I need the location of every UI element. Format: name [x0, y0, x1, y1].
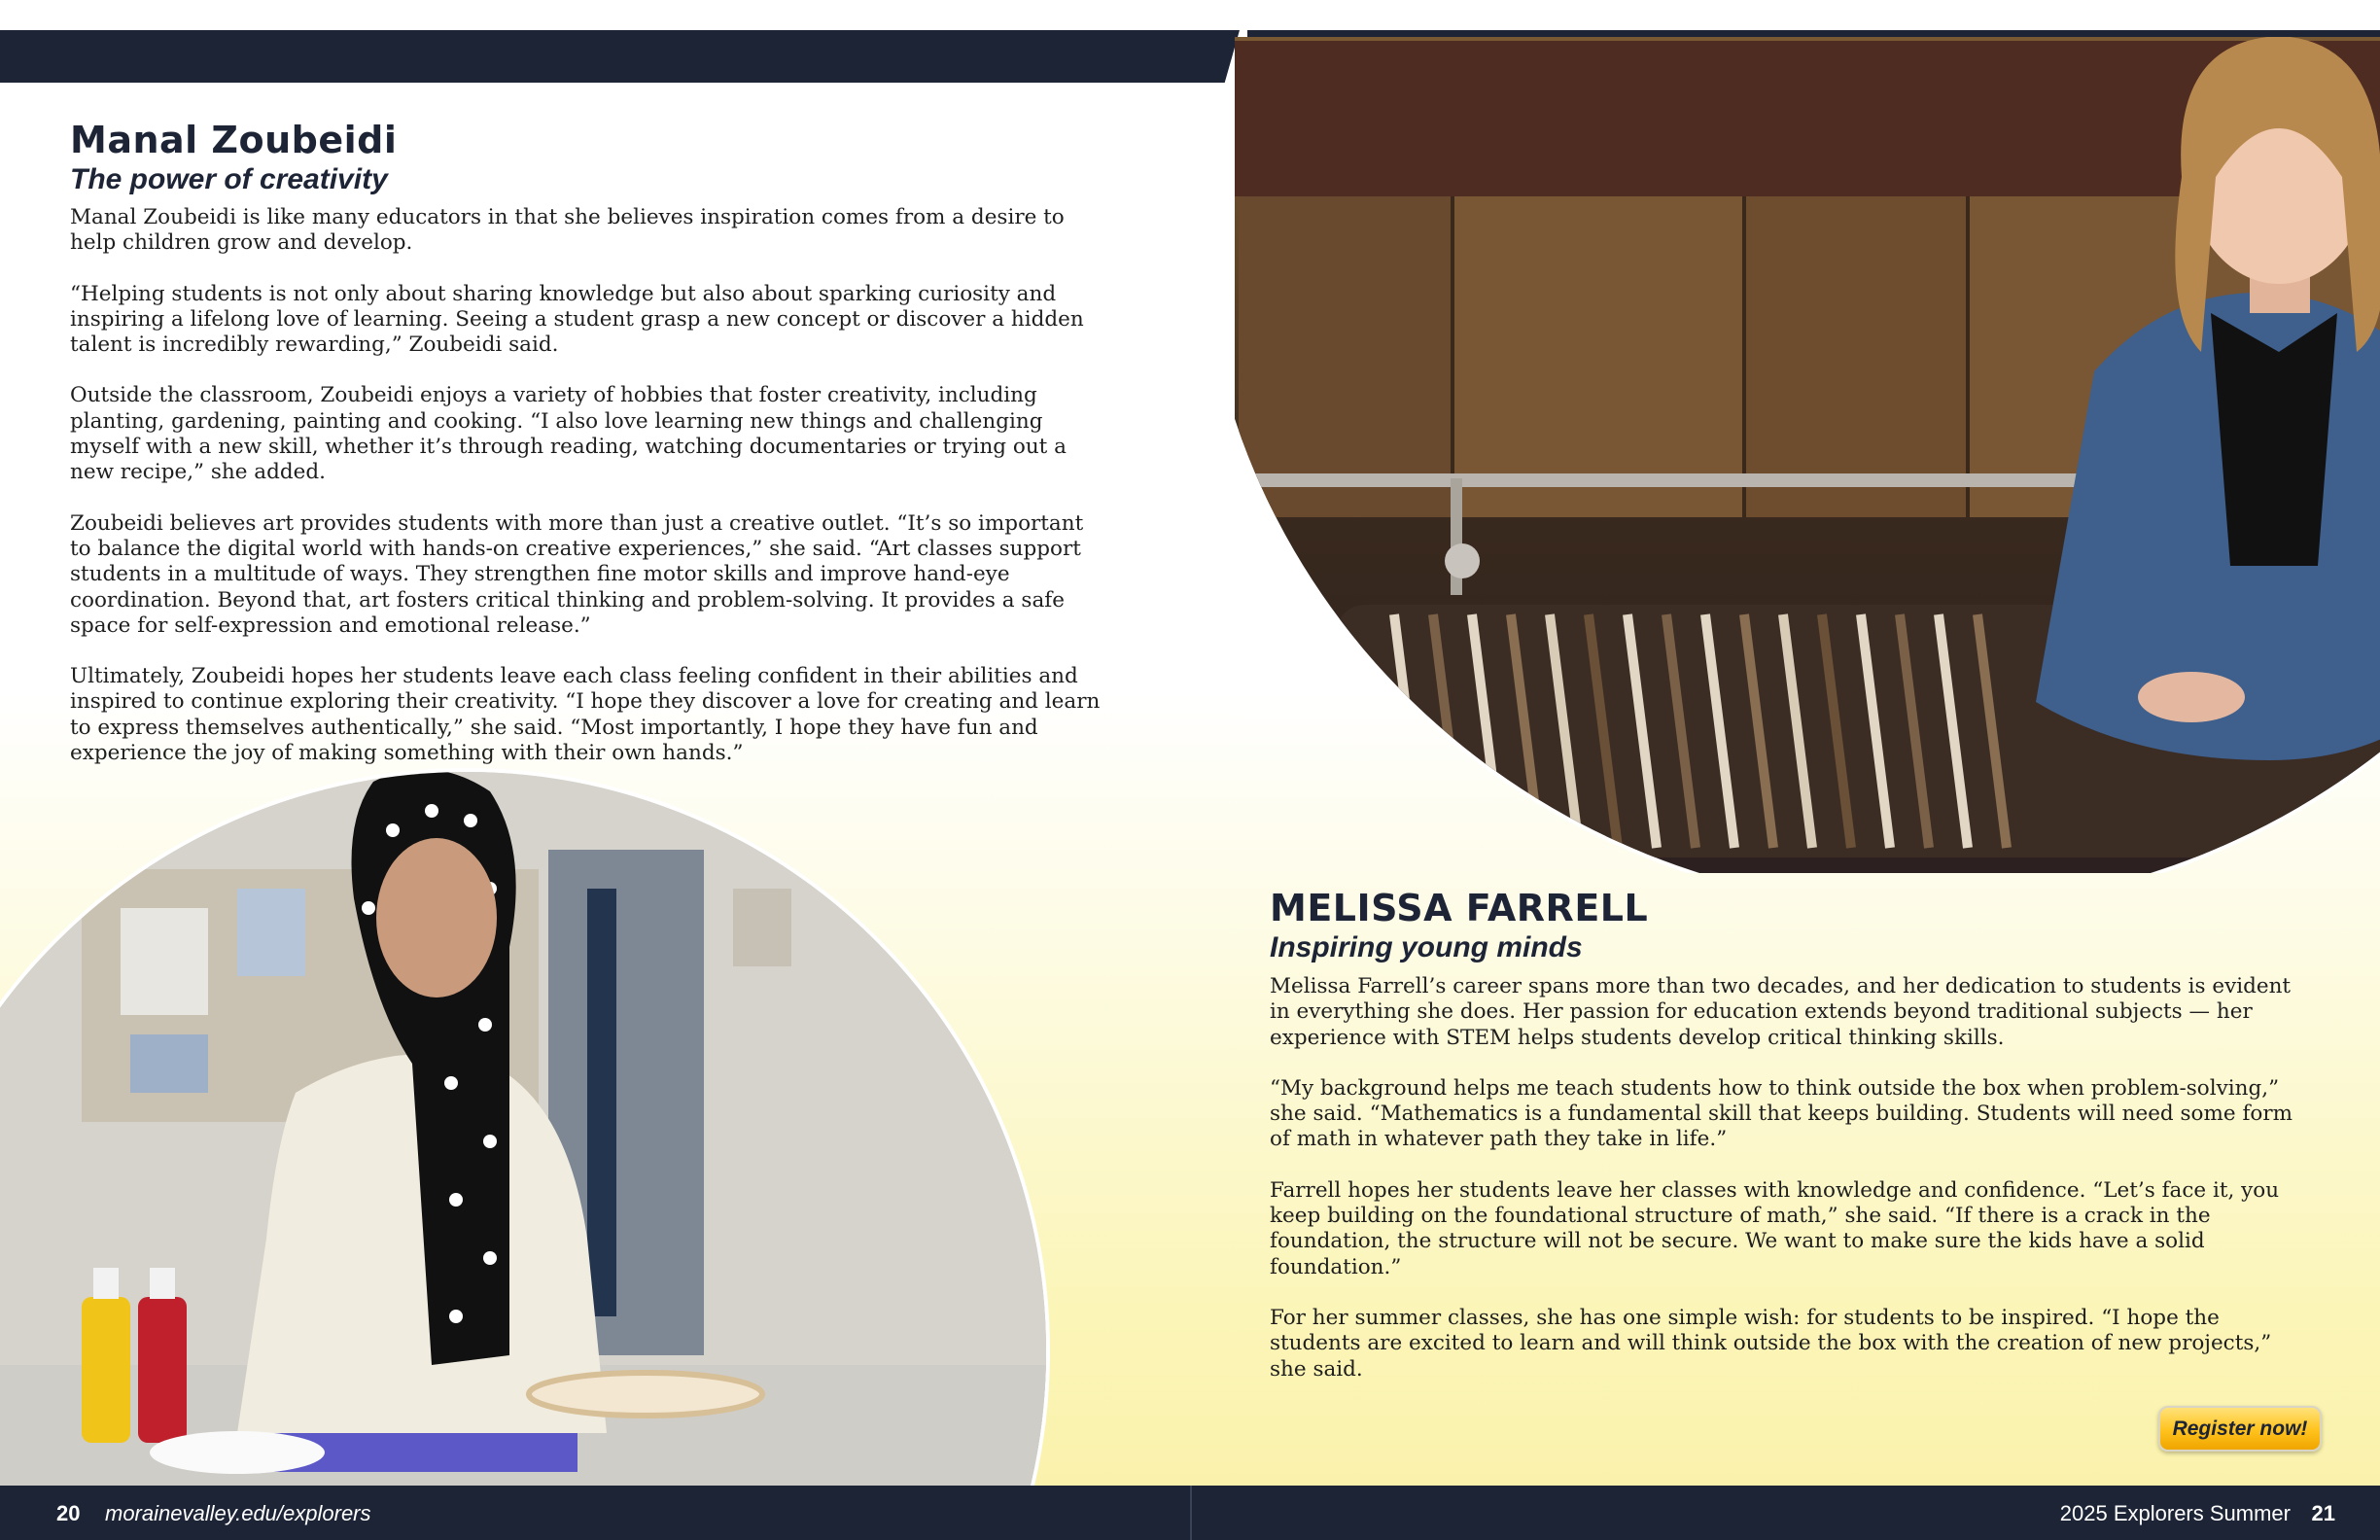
left-paragraph: Outside the classroom, Zoubeidi enjoys a variety of hobbies that foster creativity, including planting, gardening, painting and cooking. “I also love learning new things and challenging myself with a new skill, whether it’s through reading, watching documentaries or trying out a new recipe,” she added.	[70, 383, 1067, 485]
left-article-name: Manal Zoubeidi	[70, 119, 398, 161]
register-now-button[interactable]: Register now!	[2158, 1406, 2322, 1452]
right-paragraph: “My background helps me teach students how to think outside the box when problem-solving,” she said. “Mathematics is a fundamental skill that keeps building. Students will need some form of math in whatever path they take in life.”	[1270, 1075, 2293, 1152]
top-banner-left	[0, 30, 1240, 83]
right-article-subtitle: Inspiring young minds	[1270, 931, 1583, 963]
footer-divider	[1190, 1486, 1192, 1540]
left-page-number: 20	[56, 1501, 81, 1525]
right-article-name: MELISSA FARRELL	[1270, 887, 1649, 929]
left-paragraph: Manal Zoubeidi is like many educators in that she believes inspiration comes from a desire to help children grow and develop.	[70, 205, 1065, 256]
melissa-farrell-photo	[1235, 37, 2380, 873]
issue-title: 2025 Explorers Summer	[2059, 1501, 2291, 1525]
left-paragraph: Ultimately, Zoubeidi hopes her students leave each class feeling confident in their abilities and inspired to continue exploring their creativity. “I hope they discover a love for creating and learn to express themselves authentically,” she said. “Most importantly, I hope they have fun and experience the joy of making something with their own hands.”	[70, 664, 1101, 766]
right-article-body	[1270, 974, 2300, 1408]
right-page-number: 21	[2311, 1501, 2335, 1525]
right-paragraph: Farrell hopes her students leave her classes with knowledge and confidence. “Let’s face it, you keep building on the foundational structure of math,” she said. “If there is a crack in the foundation, the structure will not be secure. We want to make sure the kids have a solid foundation.”	[1270, 1177, 2280, 1279]
footer	[0, 1486, 2380, 1540]
left-article-body	[70, 205, 1110, 791]
right-paragraph: For her summer classes, she has one simple wish: for students to be inspired. “I hope the students are excited to learn and will think outside the box with the creation of new projects,” she said.	[1270, 1305, 2272, 1382]
left-paragraph: Zoubeidi believes art provides students with more than just a creative outlet. “It’s so important to balance the digital world with hands-on creative experiences,” she said. “Art classes support students in a multitude of ways. They strengthen fine motor skills and improve hand-eye coordination. Beyond that, art fosters critical thinking and problem-solving. It provides a safe space for self-expression and emotional release.”	[70, 510, 1084, 638]
left-article-subtitle: The power of creativity	[70, 163, 388, 195]
manal-zoubeidi-photo	[0, 768, 1060, 1486]
left-paragraph: “Helping students is not only about sharing knowledge but also about sparking curiosity and inspiring a lifelong love of learning. Seeing a student grasp a new concept or discover a hidden talent is incredibly rewarding,” Zoubeidi said.	[70, 281, 1084, 358]
footer-url-link[interactable]: morainevalley.edu/explorers	[105, 1501, 371, 1525]
right-paragraph: Melissa Farrell’s career spans more than two decades, and her dedication to students is evident in everything she does. Her passion for education extends beyond traditional subjects — her experience with STEM helps students develop critical thinking skills.	[1270, 974, 2292, 1050]
